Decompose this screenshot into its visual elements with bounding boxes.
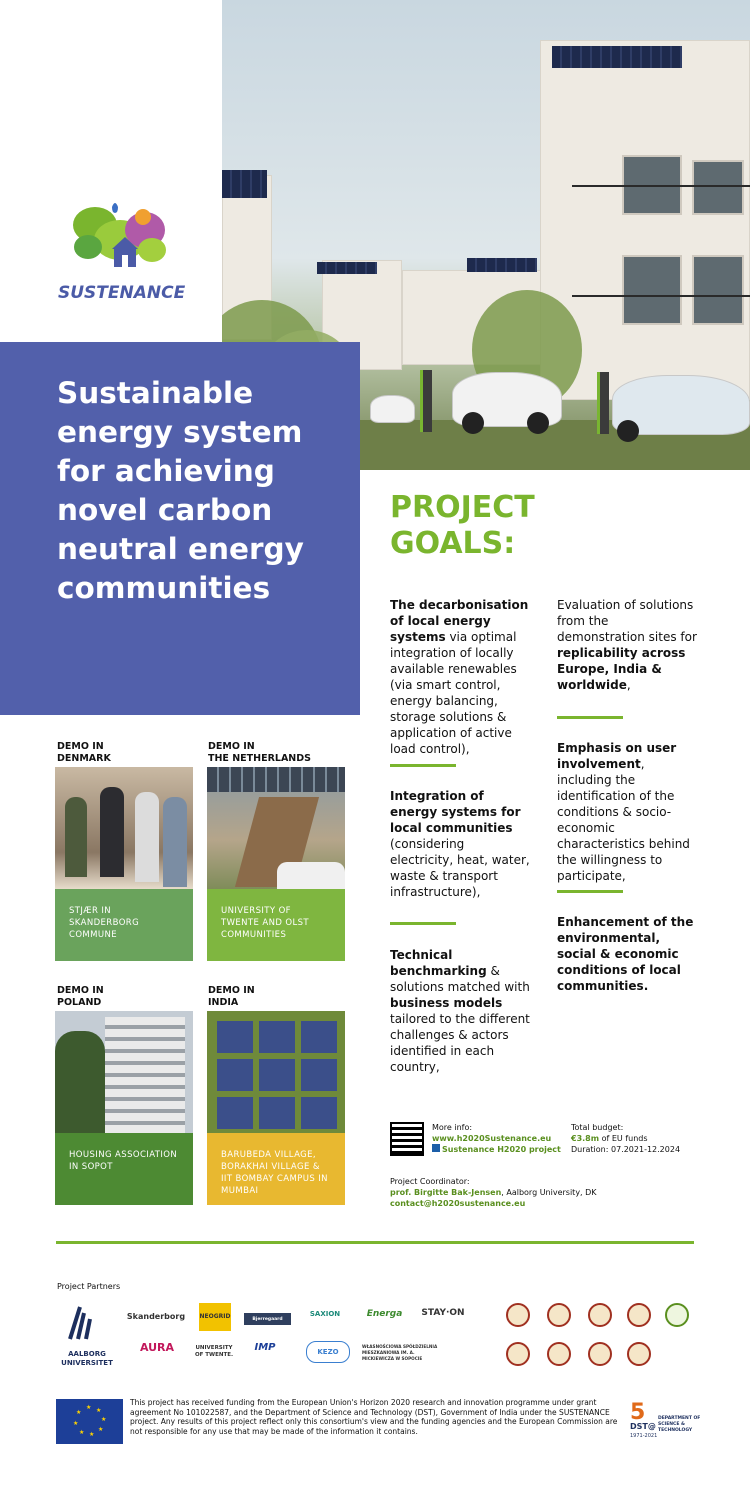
- goal-item: Enhancement of the environmental, social & economic conditions of local communities.: [557, 915, 694, 993]
- goal-item: The decarbonisation of local energy systems via optimal integration of locally available renewables (via smart control, energy balancing, storage solutions & application of active load control),: [390, 598, 529, 756]
- goals-heading-line2: GOALS:: [390, 526, 516, 561]
- aalborg-name: AALBORG UNIVERSITET: [61, 1350, 113, 1367]
- section-divider: [56, 1241, 694, 1244]
- kezo-logo: KEZO: [306, 1341, 350, 1363]
- funding-disclaimer: This project has received funding from the European Union's Horizon 2020 research and innovation programme under grant agreement No 101022587, and the Department of Science and Technology (DST), Government of India under the SUSTENANCE project. Any results of this project reflect only this consortium's view and the funding agencies and the European Commission are not responsible for any use that may be made of the information it contains.: [130, 1398, 618, 1436]
- goal-item: Integration of energy systems for local communities (considering electricity, heat, water, waste & transport infrastructure),: [390, 789, 530, 899]
- skanderborg-logo: Skanderborg: [126, 1312, 186, 1321]
- eu-flag-icon: ★ ★ ★ ★ ★ ★ ★ ★: [56, 1399, 123, 1444]
- university-seal-icon-2: [588, 1342, 612, 1366]
- demo-band-india: BARUBEDA VILLAGE, BORAKHAI VILLAGE & IIT BOMBAY CAMPUS IN MUMBAI: [207, 1133, 345, 1205]
- budget-value: €3.8m: [571, 1134, 600, 1143]
- duration: Duration: 07.2021-12.2024: [571, 1145, 681, 1154]
- university-seal-icon: [588, 1303, 612, 1327]
- institute-seal-icon-2: [547, 1342, 571, 1366]
- dst-dept: DEPARTMENT OF SCIENCE & TECHNOLOGY: [658, 1416, 701, 1433]
- coordinator-block: Project Coordinator: prof. Birgitte Bak-Jensen, Aalborg University, DK contact@h2020sustenance.eu: [390, 1177, 597, 1208]
- budget-label: Total budget:: [571, 1123, 624, 1132]
- demo-band-denmark: STJÆR IN SKANDERBORG COMMUNE: [55, 889, 193, 961]
- demo-heading-denmark: DEMO IN DENMARK: [57, 741, 111, 764]
- dst-logo: [628, 1400, 708, 1445]
- demo-photo-india: [207, 1011, 345, 1133]
- coordinator-label: Project Coordinator:: [390, 1177, 470, 1186]
- college-seal-icon-2: [627, 1342, 651, 1366]
- twente-logo: UNIVERSITY OF TWENTE.: [194, 1345, 234, 1358]
- dst-label: DST@: [630, 1422, 656, 1431]
- aura-logo: AURA: [139, 1341, 175, 1354]
- demo-photo-poland: [55, 1011, 193, 1133]
- imp-logo: IMP: [254, 1342, 276, 1353]
- bjerregaard-logo: Bjerregaard Consulting: [244, 1313, 291, 1325]
- partners-heading: Project Partners: [57, 1282, 121, 1291]
- goal-divider: [390, 764, 456, 767]
- energa-logo: Energa: [366, 1309, 403, 1319]
- qr-code[interactable]: [390, 1122, 424, 1156]
- more-info-label: More info:: [432, 1123, 473, 1132]
- more-info-block: [432, 1122, 561, 1155]
- wsm-sopot-logo: WŁASNOŚCIOWA SPÓŁDZIELNIA MIESZKANIOWA IM. A. MICKIEWICZA W SOPOCIE: [362, 1344, 438, 1361]
- iit-seal-icon: [506, 1303, 530, 1327]
- contact-email-link[interactable]: contact@h2020sustenance.eu: [390, 1199, 526, 1208]
- linkedin-link[interactable]: Sustenance H2020 project: [432, 1144, 561, 1155]
- demo-heading-netherlands: DEMO IN THE NETHERLANDS: [208, 741, 311, 764]
- goal-item: Emphasis on user involvement, including the identification of the conditions & socio-economic characteristics behind the willingness to participate,: [557, 741, 690, 883]
- page-title: Sustainable energy system for achieving novel carbon neutral energy communities: [57, 376, 304, 605]
- coordinator-name: prof. Birgitte Bak-Jensen: [390, 1188, 502, 1197]
- goals-heading-line1: PROJECT: [390, 490, 535, 525]
- demo-photo-netherlands: [207, 767, 345, 889]
- goal-divider: [557, 716, 623, 719]
- brand-name: SUSTENANCE: [58, 283, 186, 303]
- iit-seal-icon-2: [506, 1342, 530, 1366]
- aalborg-logo: [66, 1305, 96, 1341]
- saxion-logo: SAXION: [309, 1310, 341, 1318]
- goals-heading: [390, 490, 535, 562]
- demo-band-netherlands: UNIVERSITY OF TWENTE AND OLST COMMUNITIES: [207, 889, 345, 961]
- dst-50-icon: 5: [630, 1400, 646, 1425]
- demo-band-poland: HOUSING ASSOCIATION IN SOPOT: [55, 1133, 193, 1205]
- dst-years: 1971-2021: [630, 1433, 658, 1439]
- stayon-logo: STAY·ON: [421, 1308, 465, 1318]
- demo-photo-denmark: [55, 767, 193, 889]
- goal-divider: [390, 922, 456, 925]
- goal-item: Evaluation of solutions from the demonstration sites for replicability across Europe, India & worldwide,: [557, 598, 697, 692]
- institute-seal-icon: [547, 1303, 571, 1327]
- partner-seal-icon: [665, 1303, 689, 1327]
- goal-divider: [557, 890, 623, 893]
- budget-block: Total budget: €3.8m of EU funds Duration: 07.2021-12.2024: [571, 1123, 681, 1154]
- college-seal-icon: [627, 1303, 651, 1327]
- demo-heading-india: DEMO IN INDIA: [208, 985, 255, 1008]
- demo-heading-poland: DEMO IN POLAND: [57, 985, 104, 1008]
- goal-item: Technical benchmarking & solutions matched with business models tailored to the different challenges & actors identified in each country,: [390, 948, 530, 1074]
- website-link[interactable]: www.h2020Sustenance.eu: [432, 1134, 552, 1143]
- neogrid-logo: NEOGRID: [199, 1303, 231, 1331]
- linkedin-icon: [432, 1144, 440, 1152]
